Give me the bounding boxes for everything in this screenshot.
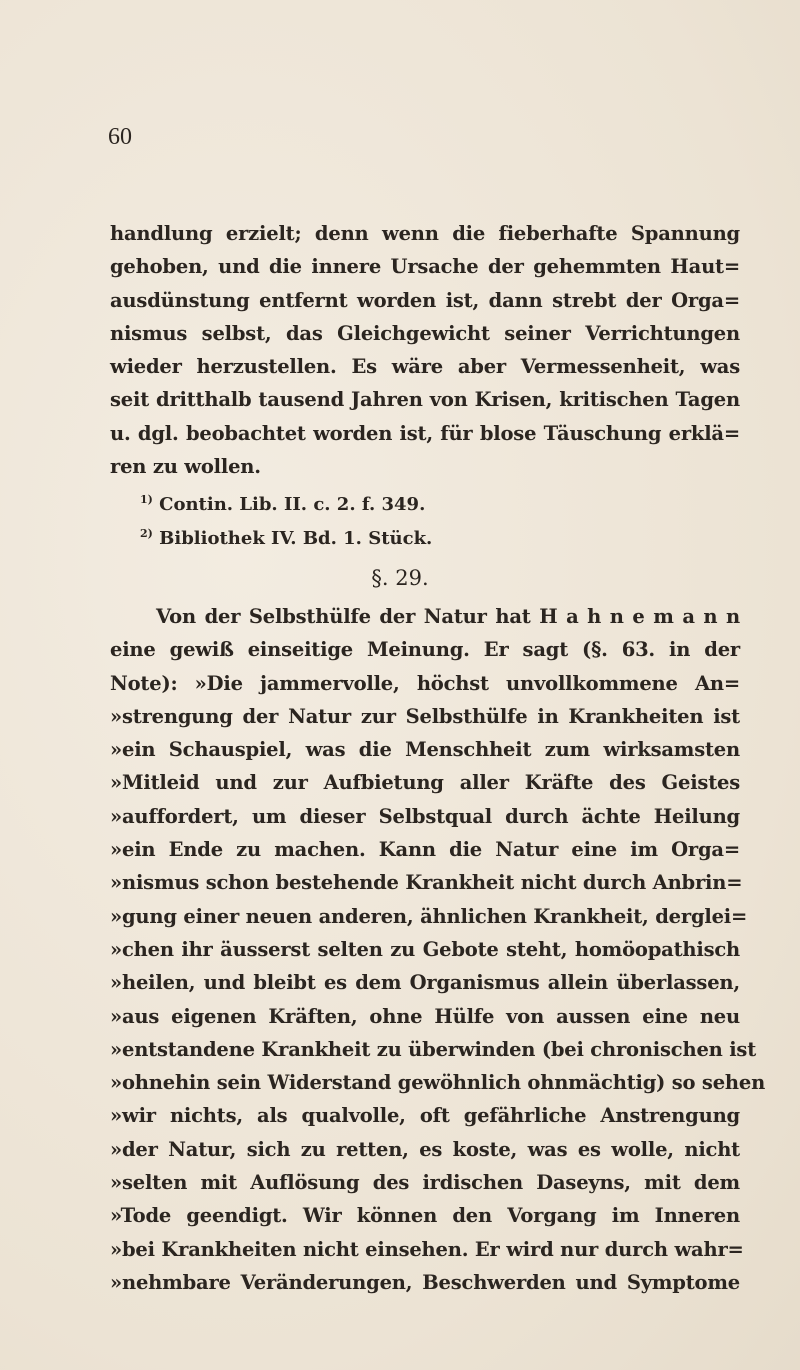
footnote-text: Contin. Lib. II. c. 2. f. 349. (159, 494, 426, 516)
footnote (110, 517, 740, 550)
text-line: »ein Schauspiel, was die Menschheit zum wirksamsten (110, 738, 740, 762)
text-line: »nehmbare Veränderungen, Beschwerden und Symptome (110, 1270, 740, 1294)
text-line: »selten mit Auflösung des irdischen Daseyns, mit dem (110, 1171, 740, 1195)
footnote-text: Bibliothek IV. Bd. 1. Stück. (159, 527, 433, 549)
text-line: ausdünstung entfernt worden ist, dann strebt der Orga= (110, 288, 740, 312)
footnote-mark: 2) (140, 526, 153, 540)
text-line: »aus eigenen Kräften, ohne Hülfe von aussen eine neu (110, 1004, 740, 1028)
text-line: wieder herzustellen. Es wäre aber Vermessenheit, was (110, 355, 740, 379)
text-line: seit dritthalb tausend Jahren von Krisen, kritischen Tagen (110, 388, 740, 412)
text-line: »heilen, und bleibt es dem Organismus allein überlassen, (110, 971, 740, 995)
text-line: Note): »Die jammervolle, höchst unvollkommene An= (110, 671, 740, 695)
text-line: »auffordert, um dieser Selbstqual durch ächte Heilung (110, 804, 740, 828)
text-line: »gung einer neuen anderen, ähnlichen Krankheit, derglei= (110, 904, 748, 928)
text-line: »der Natur, sich zu retten, es koste, was es wolle, nicht (110, 1137, 740, 1161)
text-line: »Mitleid und zur Aufbietung aller Kräfte des Geistes (110, 771, 740, 795)
paragraph-2 (110, 600, 766, 1299)
footnote (110, 483, 740, 516)
text-line: »entstandene Krankheit zu überwinden (bei chronischen ist (110, 1037, 757, 1061)
paragraph-1 (110, 217, 740, 550)
page-number: 60 (108, 124, 132, 150)
text-line: u. dgl. beobachtet worden ist, für blose Täuschung erklä= (110, 421, 740, 445)
text-line: »chen ihr äusserst selten zu Gebote steht, homöopathisch (110, 937, 740, 961)
section-heading: §. 29. (371, 566, 429, 590)
text-line: »nismus schon bestehende Krankheit nicht durch Anbrin= (110, 871, 743, 895)
text-line: »strengung der Natur zur Selbsthülfe in Krankheiten ist (110, 704, 740, 728)
text-line: nismus selbst, das Gleichgewicht seiner Verrichtungen (110, 321, 740, 345)
text-line: »ohnehin sein Widerstand gewöhnlich ohnmächtig) so sehen (110, 1071, 766, 1095)
text-line: Von der Selbsthülfe der Natur hat H a h n e m a n n (156, 605, 740, 628)
text-line: »Tode geendigt. Wir können den Vorgang im Inneren (110, 1204, 740, 1228)
footnote-mark: 1) (140, 493, 153, 507)
text-line: eine gewiß einseitige Meinung. Er sagt (§. 63. in der (110, 638, 740, 662)
text-line: ren zu wollen. (110, 455, 261, 479)
text-line: »bei Krankheiten nicht einsehen. Er wird nur durch wahr= (110, 1237, 744, 1261)
text-line: »wir nichts, als qualvolle, oft gefährliche Anstrengung (110, 1104, 740, 1128)
text-line: gehoben, und die innere Ursache der gehemmten Haut= (110, 255, 740, 279)
text-line: handlung erzielt; denn wenn die fieberhafte Spannung (110, 222, 740, 245)
text-line: »ein Ende zu machen. Kann die Natur eine im Orga= (110, 838, 740, 862)
